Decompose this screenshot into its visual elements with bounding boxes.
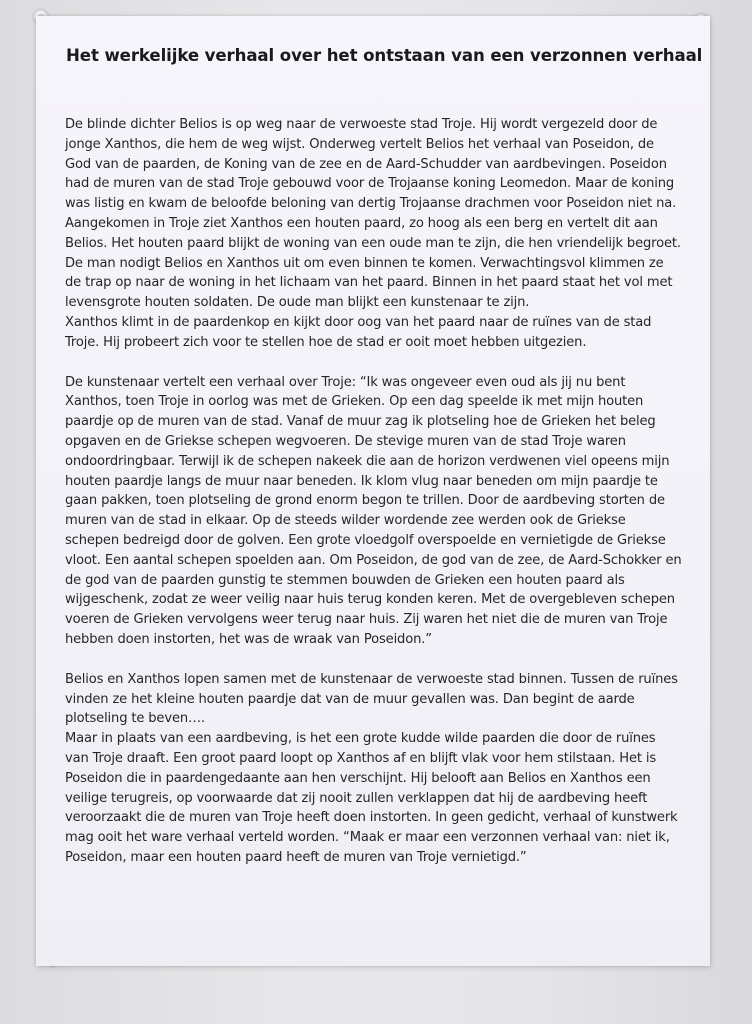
text-line: De blinde dichter Belios is op weg naar de verwoeste stad Troje. Hij wordt vergezeld door de (65, 117, 658, 132)
text-line: jonge Xanthos, die hem de weg wijst. Onderweg vertelt Belios het verhaal van Poseidon, de (65, 136, 654, 152)
text-line: Xanthos, toen Troje in oorlog was met de Grieken. Op een dag speelde ik met mijn houten (65, 394, 644, 410)
text-line: gaan pakken, toen plotseling de grond enorm begon te trillen. Door de aardbeving storten de (65, 493, 665, 509)
text-line: opgaven en de Griekse schepen wegvoeren. De stevige muren van de stad Troje waren (65, 433, 626, 449)
text-line: paardje op de muren van de stad. Vanaf de muur zag ik plotseling hoe de Grieken het beleg (65, 414, 656, 430)
text-line: mag ooit het ware verhaal verteld worden. “Maak er maar een verzonnen verhaal van: niet ik, (65, 830, 670, 846)
text-line: De kunstenaar vertelt een verhaal over Troje: “Ik was ongeveer even oud als jij nu bent (65, 374, 626, 390)
text-line: schepen bedreigd door de golven. Een grote vloedgolf overspoelde en vernietigde de Griekse (65, 532, 666, 548)
text-line: plotseling te beven…. (65, 711, 205, 727)
text-line: hebben doen instorten, het was de wraak van Poseidon.” (65, 631, 432, 647)
text-line: De man nodigt Belios en Xanthos uit om even binnen te komen. Verwachtingsvol klimmen ze (65, 255, 664, 271)
paragraph (65, 670, 695, 868)
text-line: Belios. Het houten paard blijkt de woning van een oude man te zijn, die hen vriendelijk begroet. (65, 235, 681, 251)
text-line: Poseidon die in paardengedaante aan hen verschijnt. Hij belooft aan Belios en Xanthos een (65, 770, 651, 786)
text-line: veilige terugreis, op voorwaarde dat zij nooit zullen verklappen dat hij de aardbeving heeft (65, 790, 648, 806)
text-line: wijgeschenk, zodat ze weer veilig naar huis terug konden keren. Met de overgebleven schepen (65, 592, 675, 608)
text-line: had de muren van de stad Troje gebouwd voor de Trojaanse koning Leomedon. Maar de koning (65, 176, 675, 192)
text-line: vloot. Een aantal schepen spoelden aan. Om Poseidon, de god van de zee, de Aard-Schokker en (65, 552, 682, 568)
document-title: Het werkelijke verhaal over het ontstaan van een verzonnen verhaal (66, 46, 703, 65)
text-line: de trap op naar de woning in het lichaam van het paard. Binnen in het paard staat het vol met (65, 275, 673, 291)
document-body (65, 115, 695, 868)
paper-sheet (36, 16, 710, 966)
text-line: van Troje draaft. Een groot paard loopt op Xanthos af en blijft vlak voor hem stilstaan. Het is (65, 750, 657, 766)
text-line: was listig en kwam de beloofde beloning van dertig Trojaanse drachmen voor Poseidon niet na. (65, 196, 677, 212)
text-line: de god van de paarden gunstig te stemmen bouwden de Grieken een houten paard als (65, 572, 625, 588)
text-line: vinden ze het kleine houten paardje dat van de muur gevallen was. Dan begint de aarde (65, 691, 635, 707)
text-line: Aangekomen in Troje ziet Xanthos een houten paard, zo hoog als een berg en vertelt dit aan (65, 215, 658, 231)
paragraph-gap (65, 353, 695, 373)
text-line: veroorzaakt die de muren van Troje heeft doen instorten. In geen gedicht, verhaal of kunstwerk (65, 810, 678, 826)
text-line: Poseidon, maar een houten paard heeft de muren van Troje vernietigd.” (65, 849, 527, 865)
text-line: ondoordringbaar. Terwijl ik de schepen nakeek die aan de horizon verdwenen viel opeens mijn (65, 453, 670, 469)
paragraph (65, 115, 695, 353)
text-line: Xanthos klimt in de paardenkop en kijkt door oog van het paard naar de ruïnes van de stad (65, 314, 652, 330)
paragraph (65, 373, 695, 650)
text-line: voeren de Grieken vervolgens weer terug naar huis. Zij waren het niet die de muren van Troje (65, 612, 668, 628)
text-line: muren van de stad in elkaar. Op de steeds wilder wordende zee werden ook de Griekse (65, 513, 626, 529)
text-line: Troje. Hij probeert zich voor te stellen hoe de stad er ooit moet hebben uitgezien. (65, 334, 587, 350)
text-line: houten paardje langs de muur naar beneden. Ik klom vlug naar beneden om mijn paardje te (65, 473, 658, 489)
text-line: Maar in plaats van een aardbeving, is het een grote kudde wilde paarden die door de ruïnes (65, 731, 656, 747)
paragraph-gap (65, 650, 695, 670)
text-line: Belios en Xanthos lopen samen met de kunstenaar de verwoeste stad binnen. Tussen de ruïnes (65, 671, 678, 687)
text-line: levensgrote houten soldaten. De oude man blijkt een kunstenaar te zijn. (65, 295, 530, 311)
text-line: God van de paarden, de Koning van de zee en de Aard-Schudder van aardbevingen. Poseidon (65, 156, 667, 172)
